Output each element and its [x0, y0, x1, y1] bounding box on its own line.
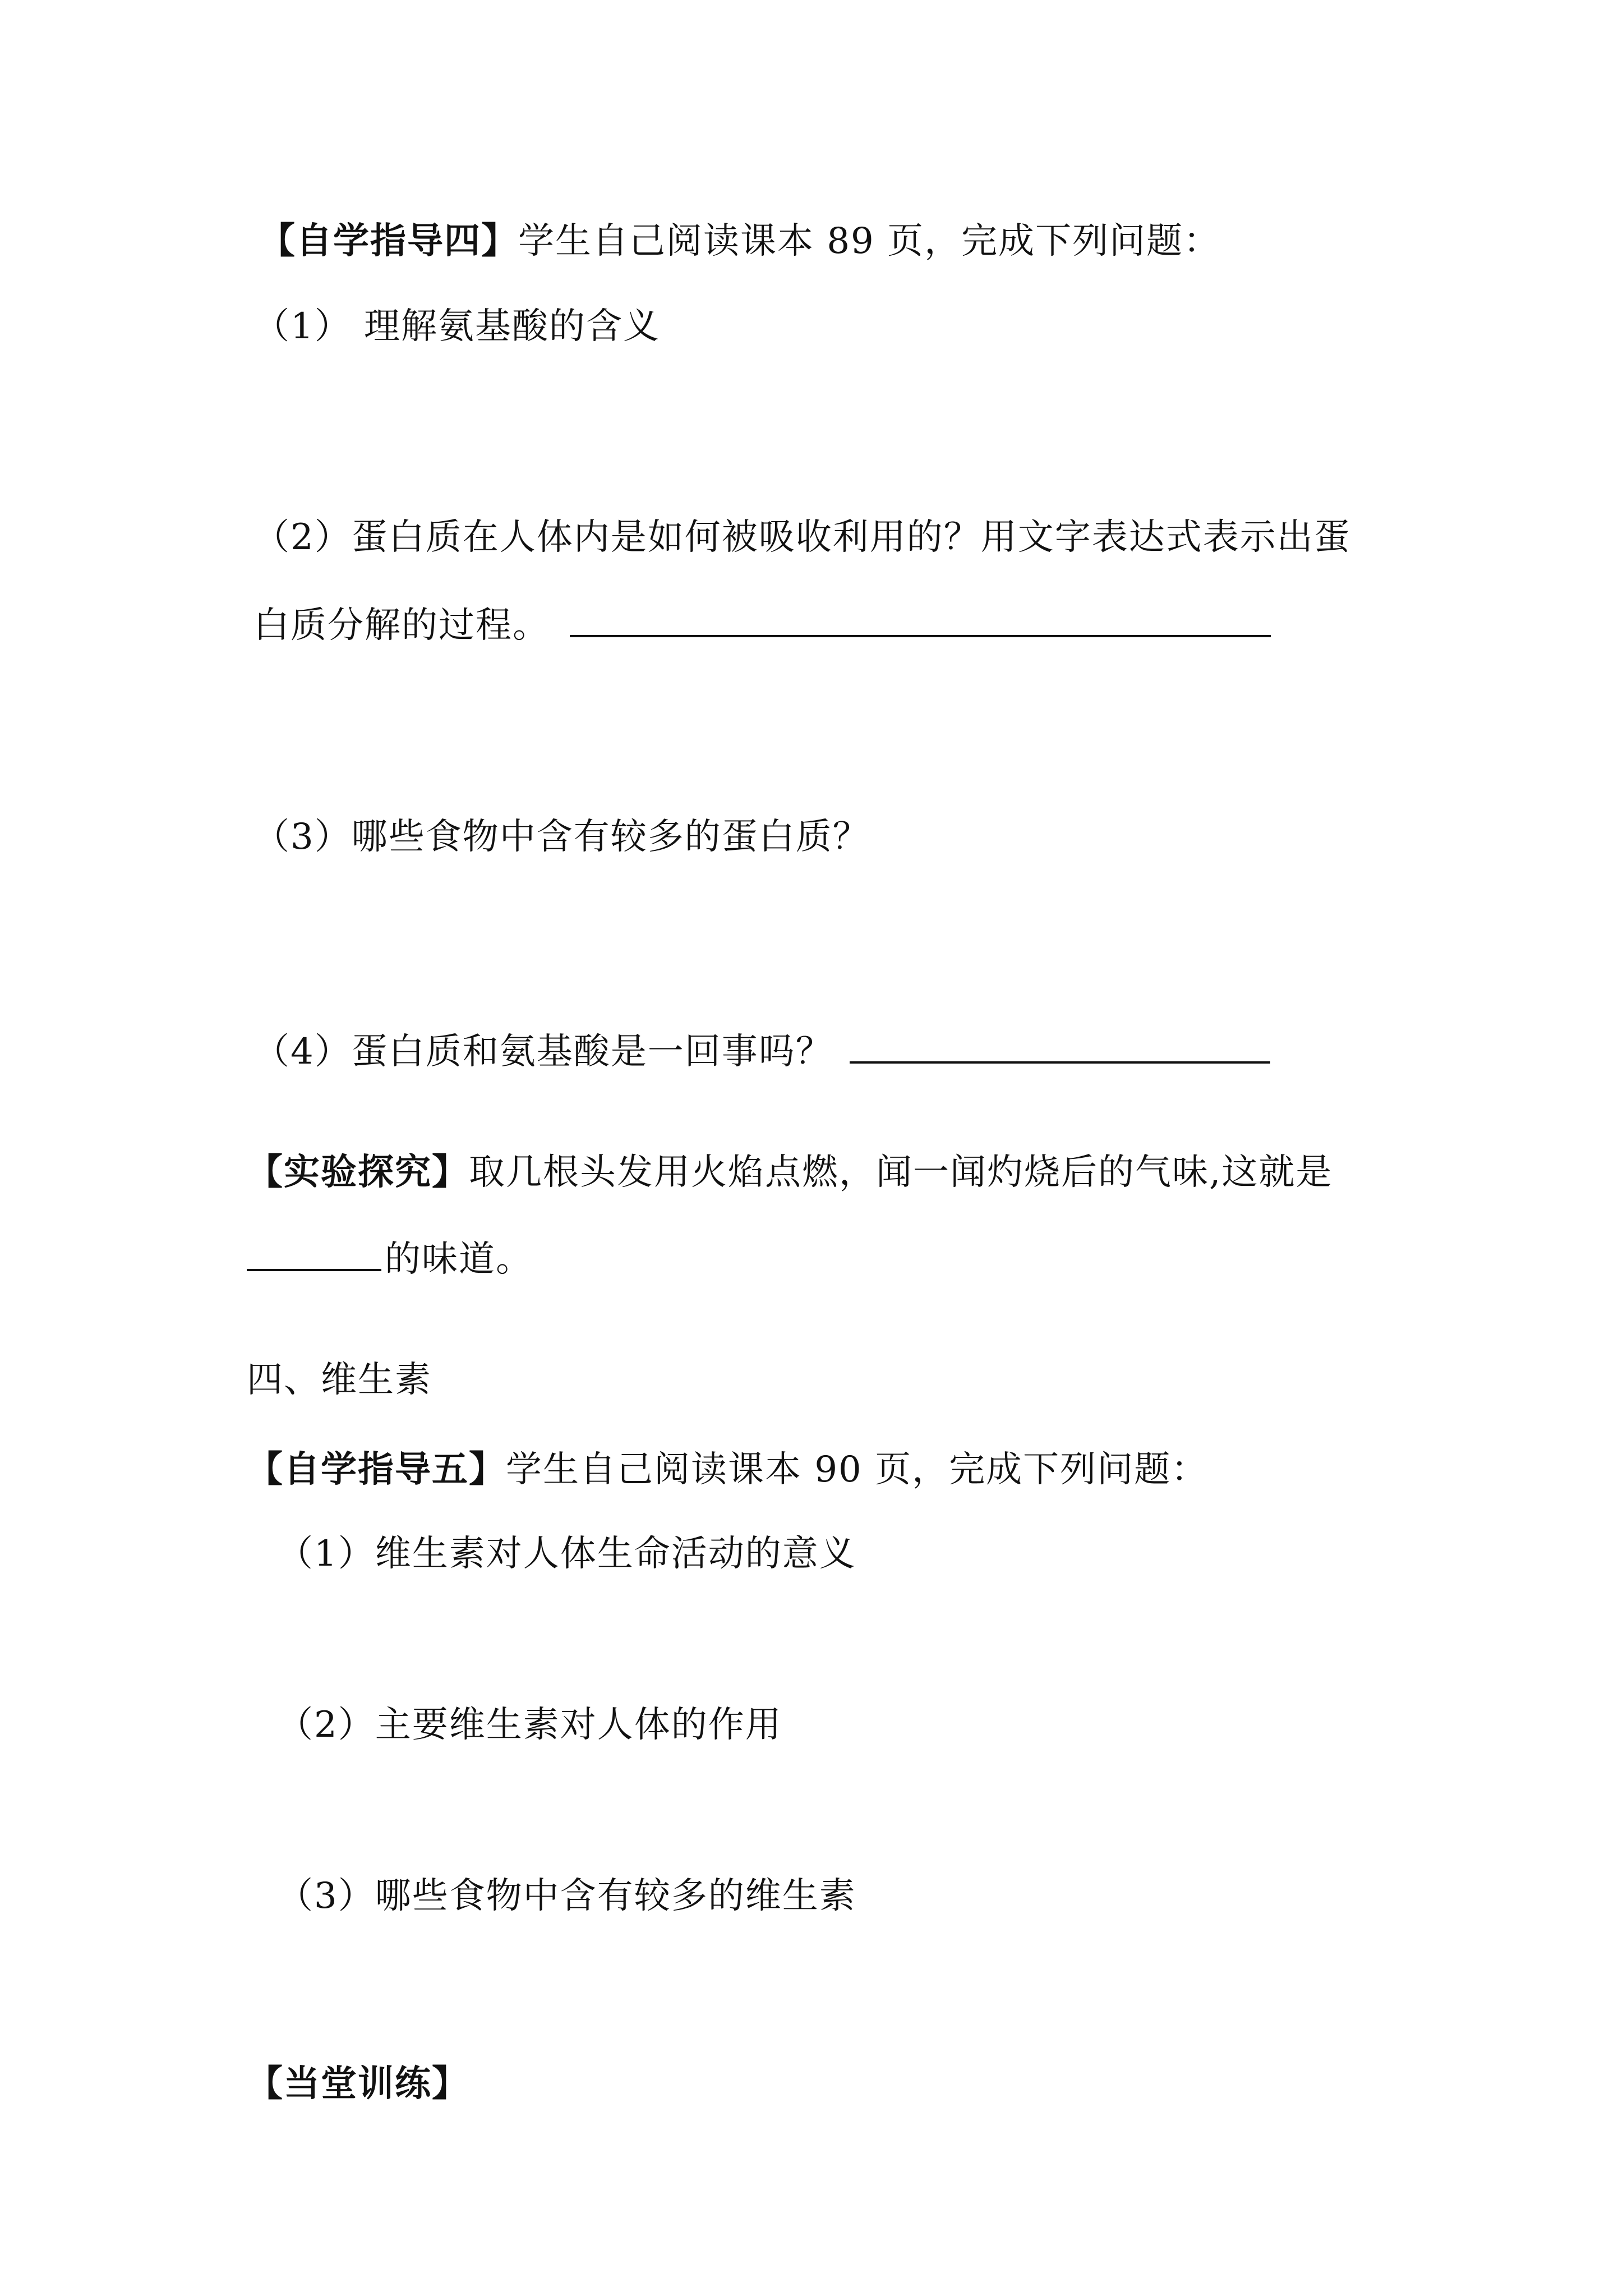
question-vitamin-foods: （3）哪些食物中含有较多的维生素 — [277, 1875, 856, 1917]
question-protein-vs-amino-acid-text: （4）蛋白质和氨基酸是一回事吗？ — [253, 1031, 833, 1073]
experiment-text-line1: 取几根头发用火焰点燃，闻一闻灼烧后的气味,这就是 — [469, 1152, 1333, 1193]
answer-blank-protein-decomposition[interactable] — [570, 600, 1271, 637]
experiment-line2 — [247, 1234, 533, 1282]
experiment-label: 【实验探究】 — [247, 1151, 469, 1193]
question-protein-vs-amino-acid — [253, 1027, 1270, 1074]
question-protein-absorption-line2 — [253, 600, 1271, 648]
guide-five-heading — [247, 1447, 1208, 1492]
question-amino-acid-meaning: （1） 理解氨基酸的含义 — [253, 306, 661, 347]
experiment-text-line2: 的味道。 — [385, 1239, 533, 1280]
question-vitamin-significance: （1）维生素对人体生命活动的意义 — [277, 1533, 856, 1575]
answer-blank-smell[interactable] — [247, 1234, 381, 1271]
question-vitamin-functions: （2）主要维生素对人体的作用 — [277, 1704, 782, 1746]
experiment-line1 — [247, 1150, 1332, 1195]
guide-five-label: 【自学指导五】 — [247, 1448, 506, 1490]
practice-heading: 【当堂训练】 — [247, 2063, 469, 2105]
answer-blank-protein-vs-amino-acid[interactable] — [850, 1027, 1270, 1064]
question-protein-absorption-text: 白质分解的过程。 — [253, 605, 550, 646]
question-protein-absorption-line1: （2）蛋白质在人体内是如何被吸收利用的？用文字表达式表示出蛋 — [253, 517, 1351, 558]
section-title-vitamins: 四、维生素 — [247, 1359, 432, 1401]
guide-five-text: 学生自己阅读课本 90 页，完成下列问题： — [506, 1449, 1209, 1490]
guide-four-text: 学生自己阅读课本 89 页，完成下列问题： — [518, 220, 1221, 262]
guide-four-label: 【自学指导四】 — [259, 220, 518, 262]
guide-four-heading — [259, 219, 1220, 264]
question-protein-foods: （3）哪些食物中含有较多的蛋白质？ — [253, 816, 870, 858]
